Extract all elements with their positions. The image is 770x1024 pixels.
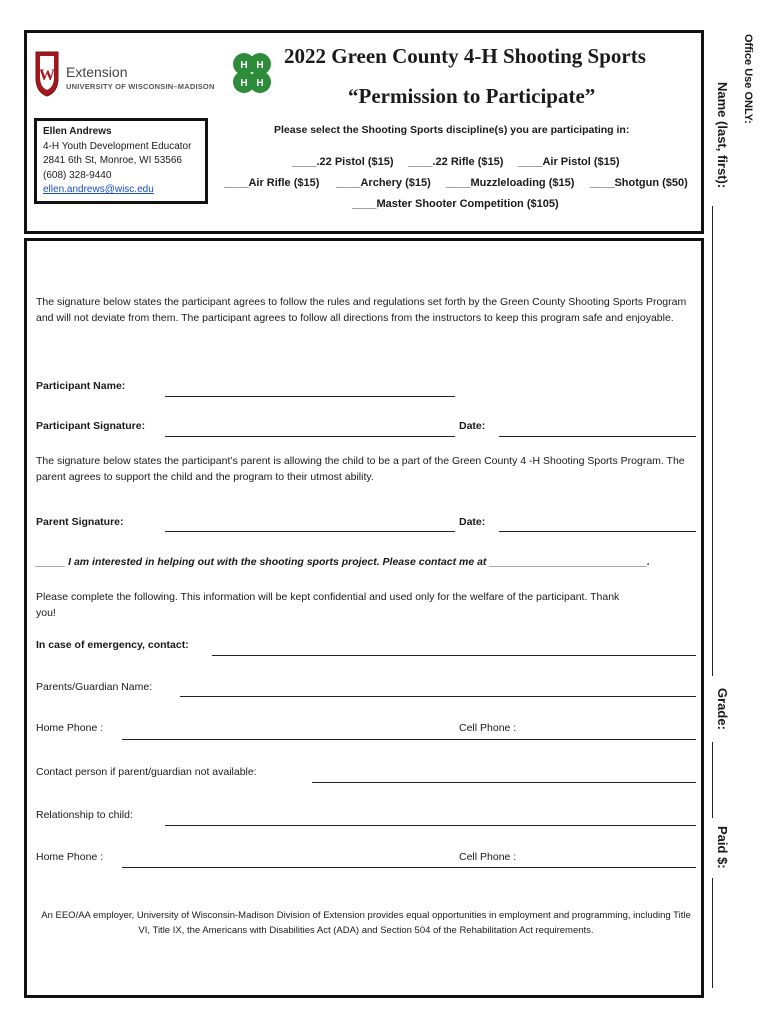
office-grade-label: Grade: bbox=[715, 688, 730, 730]
parent-date-line[interactable] bbox=[499, 531, 696, 532]
guardian-name-line[interactable] bbox=[180, 696, 696, 697]
eeo-footer: An EEO/AA employer, University of Wisconsin-Madison Division of Extension provides equal opportunities in employment and programming, including Title VI, Title IX, the Americans with Disabilities Act (ADA) and Section 504 of the Rehabilitation Act requirements. bbox=[41, 910, 691, 936]
discipline-22-pistol[interactable]: ____.22 Pistol ($15) bbox=[292, 156, 394, 168]
discipline-air-pistol[interactable]: ____Air Pistol ($15) bbox=[518, 156, 620, 168]
home-phone-label-2: Home Phone : bbox=[36, 851, 104, 863]
emergency-contact-line[interactable] bbox=[212, 655, 696, 656]
svg-text:H: H bbox=[256, 78, 264, 89]
discipline-muzzleloading[interactable]: ____Muzzleloading ($15) bbox=[446, 177, 575, 189]
discipline-air-rifle[interactable]: ____Air Rifle ($15) bbox=[224, 177, 320, 189]
uw-crest-icon bbox=[32, 48, 62, 98]
cell-phone-label-2: Cell Phone : bbox=[459, 851, 517, 863]
alt-contact-label: Contact person if parent/guardian not available: bbox=[36, 766, 257, 778]
logo-university-text: UNIVERSITY OF WISCONSIN–MADISON bbox=[66, 82, 215, 91]
contact-phone: (608) 328-9440 bbox=[43, 169, 112, 181]
contact-address: 2841 6th St, Monroe, WI 53566 bbox=[43, 155, 182, 166]
emergency-contact-label: In case of emergency, contact: bbox=[36, 639, 189, 651]
disciplines-heading: Please select the Shooting Sports discipline(s) you are participating in: bbox=[274, 124, 630, 136]
contact-name: Ellen Andrews bbox=[43, 126, 112, 137]
parent-date-label: Date: bbox=[459, 516, 486, 528]
guardian-name-label: Parents/Guardian Name: bbox=[36, 681, 153, 693]
office-name-label: Name (last, first): bbox=[715, 82, 730, 189]
participant-statement: The signature below states the participant agrees to follow the rules and regulations set forth by the Green County Shooting Sports Program and will not deviate from them. The participant agrees to follow all directions from the instructors to keep this program safe and enjoyable. bbox=[36, 296, 687, 324]
phone-line-1[interactable] bbox=[122, 739, 696, 740]
participant-date-label: Date: bbox=[459, 420, 486, 432]
form-title: 2022 Green County 4-H Shooting Sports bbox=[284, 44, 646, 68]
relationship-line[interactable] bbox=[165, 825, 696, 826]
svg-text:W: W bbox=[39, 67, 55, 84]
discipline-shotgun[interactable]: ____Shotgun ($50) bbox=[590, 177, 688, 189]
discipline-22-rifle[interactable]: ____.22 Rifle ($15) bbox=[408, 156, 504, 168]
contact-email-link[interactable]: ellen.andrews@wisc.edu bbox=[43, 184, 154, 195]
parent-signature-label: Parent Signature: bbox=[36, 516, 124, 528]
office-use-heading: Office Use ONLY: bbox=[742, 34, 754, 124]
confidential-note: Please complete the following. This information will be kept confidential and used only for the welfare of the participant. Thank you! bbox=[36, 591, 620, 619]
phone-line-2[interactable] bbox=[122, 867, 696, 868]
participant-name-label: Participant Name: bbox=[36, 380, 126, 392]
office-grade-line[interactable] bbox=[712, 742, 713, 818]
svg-text:H: H bbox=[240, 60, 248, 71]
participant-signature-label: Participant Signature: bbox=[36, 420, 146, 432]
svg-text:H: H bbox=[240, 78, 248, 89]
discipline-master-shooter[interactable]: ____Master Shooter Competition ($105) bbox=[352, 198, 559, 210]
participant-name-line[interactable] bbox=[165, 396, 455, 397]
participant-date-line[interactable] bbox=[499, 436, 696, 437]
parent-signature-line[interactable] bbox=[165, 531, 455, 532]
form-subtitle: “Permission to Participate” bbox=[348, 84, 596, 108]
alt-contact-line[interactable] bbox=[312, 782, 696, 783]
contact-box bbox=[34, 118, 208, 204]
extension-logo bbox=[32, 48, 215, 100]
logo-extension-text: Extension bbox=[66, 64, 128, 80]
volunteer-interest-text[interactable]: _____ I am interested in helping out with the shooting sports project. Please contact me at ___________________________. bbox=[36, 556, 650, 568]
cell-phone-label-1: Cell Phone : bbox=[459, 722, 517, 734]
participant-signature-line[interactable] bbox=[165, 436, 455, 437]
office-paid-label: Paid $: bbox=[715, 826, 730, 869]
4h-clover-icon bbox=[228, 50, 276, 98]
svg-text:H: H bbox=[256, 60, 264, 71]
home-phone-label-1: Home Phone : bbox=[36, 722, 104, 734]
relationship-label: Relationship to child: bbox=[36, 809, 133, 821]
office-paid-line[interactable] bbox=[712, 878, 713, 988]
discipline-archery[interactable]: ____Archery ($15) bbox=[336, 177, 431, 189]
parent-statement: The signature below states the participant’s parent is allowing the child to be a part of the Green County 4 -H Shooting Sports Program. The parent agrees to support the child and the program to their utmost ability. bbox=[36, 455, 685, 483]
contact-role: 4-H Youth Development Educator bbox=[43, 140, 192, 152]
office-name-line[interactable] bbox=[712, 206, 713, 676]
